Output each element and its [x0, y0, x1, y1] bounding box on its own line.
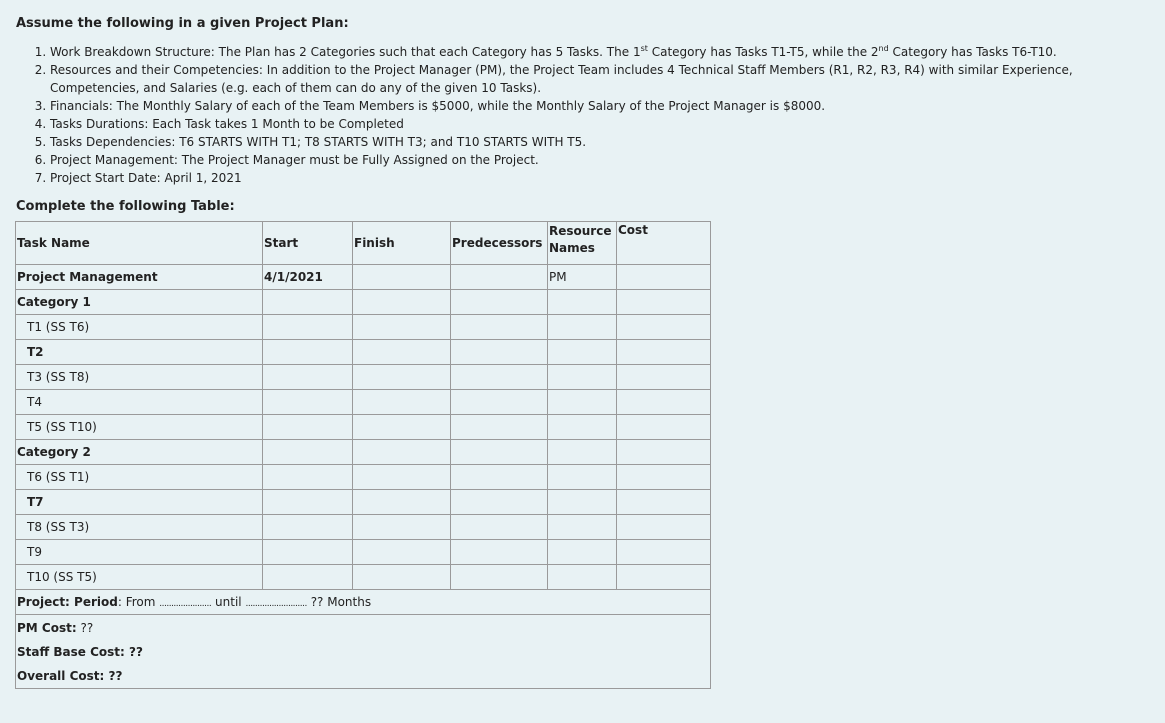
finish-cell	[353, 265, 451, 290]
cost-cell	[617, 390, 711, 415]
resource-cell	[548, 365, 617, 390]
resource-cell	[548, 490, 617, 515]
period-from: : From	[117, 595, 156, 609]
resource-cell	[548, 415, 617, 440]
predecessors-cell	[451, 465, 548, 490]
finish-cell	[353, 540, 451, 565]
task-name-cell: T8 (SS T3)	[16, 515, 263, 540]
task-name-cell: T4	[16, 390, 263, 415]
pm-cost-label: PM Cost:	[17, 621, 77, 635]
cost-cell	[617, 490, 711, 515]
task-name-cell: T9	[16, 540, 263, 565]
finish-cell	[353, 465, 451, 490]
finish-cell	[353, 365, 451, 390]
cost-cell	[617, 540, 711, 565]
start-cell	[263, 490, 353, 515]
overall-cost-line: Overall Cost: ??	[17, 669, 123, 683]
table-row	[16, 415, 711, 440]
predecessors-cell	[451, 340, 548, 365]
table-heading: Complete the following Table:	[16, 199, 235, 214]
project-period-cell	[16, 590, 711, 615]
resource-cell	[548, 465, 617, 490]
predecessors-cell	[451, 290, 548, 315]
col-header-predecessors: Predecessors	[451, 222, 548, 265]
requirement-item: 3. Financials: The Monthly Salary of each of the Team Members is $5000, while the Monthly Salary of the Project Manager is $8000.	[50, 97, 1161, 115]
predecessors-cell	[451, 415, 548, 440]
period-months: ?? Months	[310, 595, 372, 609]
finish-cell	[353, 440, 451, 465]
task-name-cell: T10 (SS T5)	[16, 565, 263, 590]
table-row	[16, 365, 711, 390]
start-cell	[263, 440, 353, 465]
requirement-item: 4. Tasks Durations: Each Task takes 1 Month to be Completed	[50, 115, 1161, 133]
period-until-blank: ..........................	[245, 599, 307, 609]
finish-cell	[353, 290, 451, 315]
table-row	[16, 565, 711, 590]
requirement-item: 1. Work Breakdown Structure: The Plan has 2 Categories such that each Category has 5 Tasks. The 1st Category has Tasks T1-T5, while the 2nd Category has Tasks T6-T10.	[50, 40, 1161, 61]
table-row	[16, 540, 711, 565]
pm-cost-value: ??	[80, 621, 94, 635]
start-cell	[263, 390, 353, 415]
period-from-blank: ......................	[159, 599, 212, 609]
resource-cell	[548, 565, 617, 590]
task-name-cell: T1 (SS T6)	[16, 315, 263, 340]
staff-base-cost-line: Staff Base Cost: ??	[17, 645, 143, 659]
col-header-resource-names: Resource Names	[548, 222, 617, 265]
table-row	[16, 340, 711, 365]
finish-cell	[353, 490, 451, 515]
start-cell	[263, 465, 353, 490]
task-name-cell: T7	[16, 490, 263, 515]
cost-cell	[617, 265, 711, 290]
resource-cell	[548, 540, 617, 565]
requirement-item: 7. Project Start Date: April 1, 2021	[50, 169, 1161, 187]
summary-row	[16, 615, 711, 689]
predecessors-cell	[451, 315, 548, 340]
task-name-cell: T2	[16, 340, 263, 365]
requirement-item: 2. Resources and their Competencies: In addition to the Project Manager (PM), the Project Team includes 4 Technical Staff Members (R1, R2, R3, R4) with similar Experience, Competencies, and Salaries (e.g. each of them can do any of the given 10 Tasks).	[50, 61, 1161, 97]
cost-cell	[617, 290, 711, 315]
resource-cell	[548, 340, 617, 365]
finish-cell	[353, 565, 451, 590]
col-header-start: Start	[263, 222, 353, 265]
period-row	[16, 590, 711, 615]
table-row	[16, 465, 711, 490]
col-header-finish: Finish	[353, 222, 451, 265]
start-cell	[263, 290, 353, 315]
cost-cell	[617, 565, 711, 590]
predecessors-cell	[451, 265, 548, 290]
task-name-cell: T3 (SS T8)	[16, 365, 263, 390]
cost-cell	[617, 465, 711, 490]
requirement-item: 6. Project Management: The Project Manager must be Fully Assigned on the Project.	[50, 151, 1161, 169]
table-row	[16, 515, 711, 540]
finish-cell	[353, 340, 451, 365]
table-row	[16, 315, 711, 340]
project-table	[15, 221, 711, 689]
period-label: Project: Period	[17, 595, 118, 609]
finish-cell	[353, 390, 451, 415]
start-cell	[263, 315, 353, 340]
task-name-cell: T6 (SS T1)	[16, 465, 263, 490]
table-row	[16, 290, 711, 315]
cost-summary-cell	[16, 615, 711, 689]
finish-cell	[353, 315, 451, 340]
start-cell	[263, 365, 353, 390]
start-cell: 4/1/2021	[263, 265, 353, 290]
start-cell	[263, 565, 353, 590]
cost-cell	[617, 515, 711, 540]
col-header-cost: Cost	[617, 222, 711, 265]
finish-cell	[353, 515, 451, 540]
cost-cell	[617, 340, 711, 365]
predecessors-cell	[451, 490, 548, 515]
predecessors-cell	[451, 440, 548, 465]
table-row	[16, 265, 711, 290]
cost-cell	[617, 315, 711, 340]
predecessors-cell	[451, 365, 548, 390]
task-name-cell: Category 2	[16, 440, 263, 465]
task-name-cell: Project Management	[16, 265, 263, 290]
task-name-cell: Category 1	[16, 290, 263, 315]
table-row	[16, 390, 711, 415]
resource-cell: PM	[548, 265, 617, 290]
predecessors-cell	[451, 390, 548, 415]
resource-cell	[548, 290, 617, 315]
resource-cell	[548, 315, 617, 340]
period-until: until	[215, 595, 242, 609]
finish-cell	[353, 415, 451, 440]
pm-cost-line	[17, 616, 709, 640]
cost-cell	[617, 415, 711, 440]
predecessors-cell	[451, 515, 548, 540]
resource-cell	[548, 440, 617, 465]
requirements-list	[16, 40, 1161, 187]
task-name-cell: T5 (SS T10)	[16, 415, 263, 440]
page-heading: Assume the following in a given Project Plan:	[16, 16, 349, 31]
col-header-task-name: Task Name	[16, 222, 263, 265]
start-cell	[263, 340, 353, 365]
predecessors-cell	[451, 540, 548, 565]
resource-cell	[548, 390, 617, 415]
resource-cell	[548, 515, 617, 540]
table-row	[16, 490, 711, 515]
cost-cell	[617, 365, 711, 390]
start-cell	[263, 540, 353, 565]
table-row	[16, 440, 711, 465]
predecessors-cell	[451, 565, 548, 590]
start-cell	[263, 415, 353, 440]
requirement-item: 5. Tasks Dependencies: T6 STARTS WITH T1; T8 STARTS WITH T3; and T10 STARTS WITH T5.	[50, 133, 1161, 151]
cost-cell	[617, 440, 711, 465]
table-header-row	[16, 222, 711, 265]
start-cell	[263, 515, 353, 540]
